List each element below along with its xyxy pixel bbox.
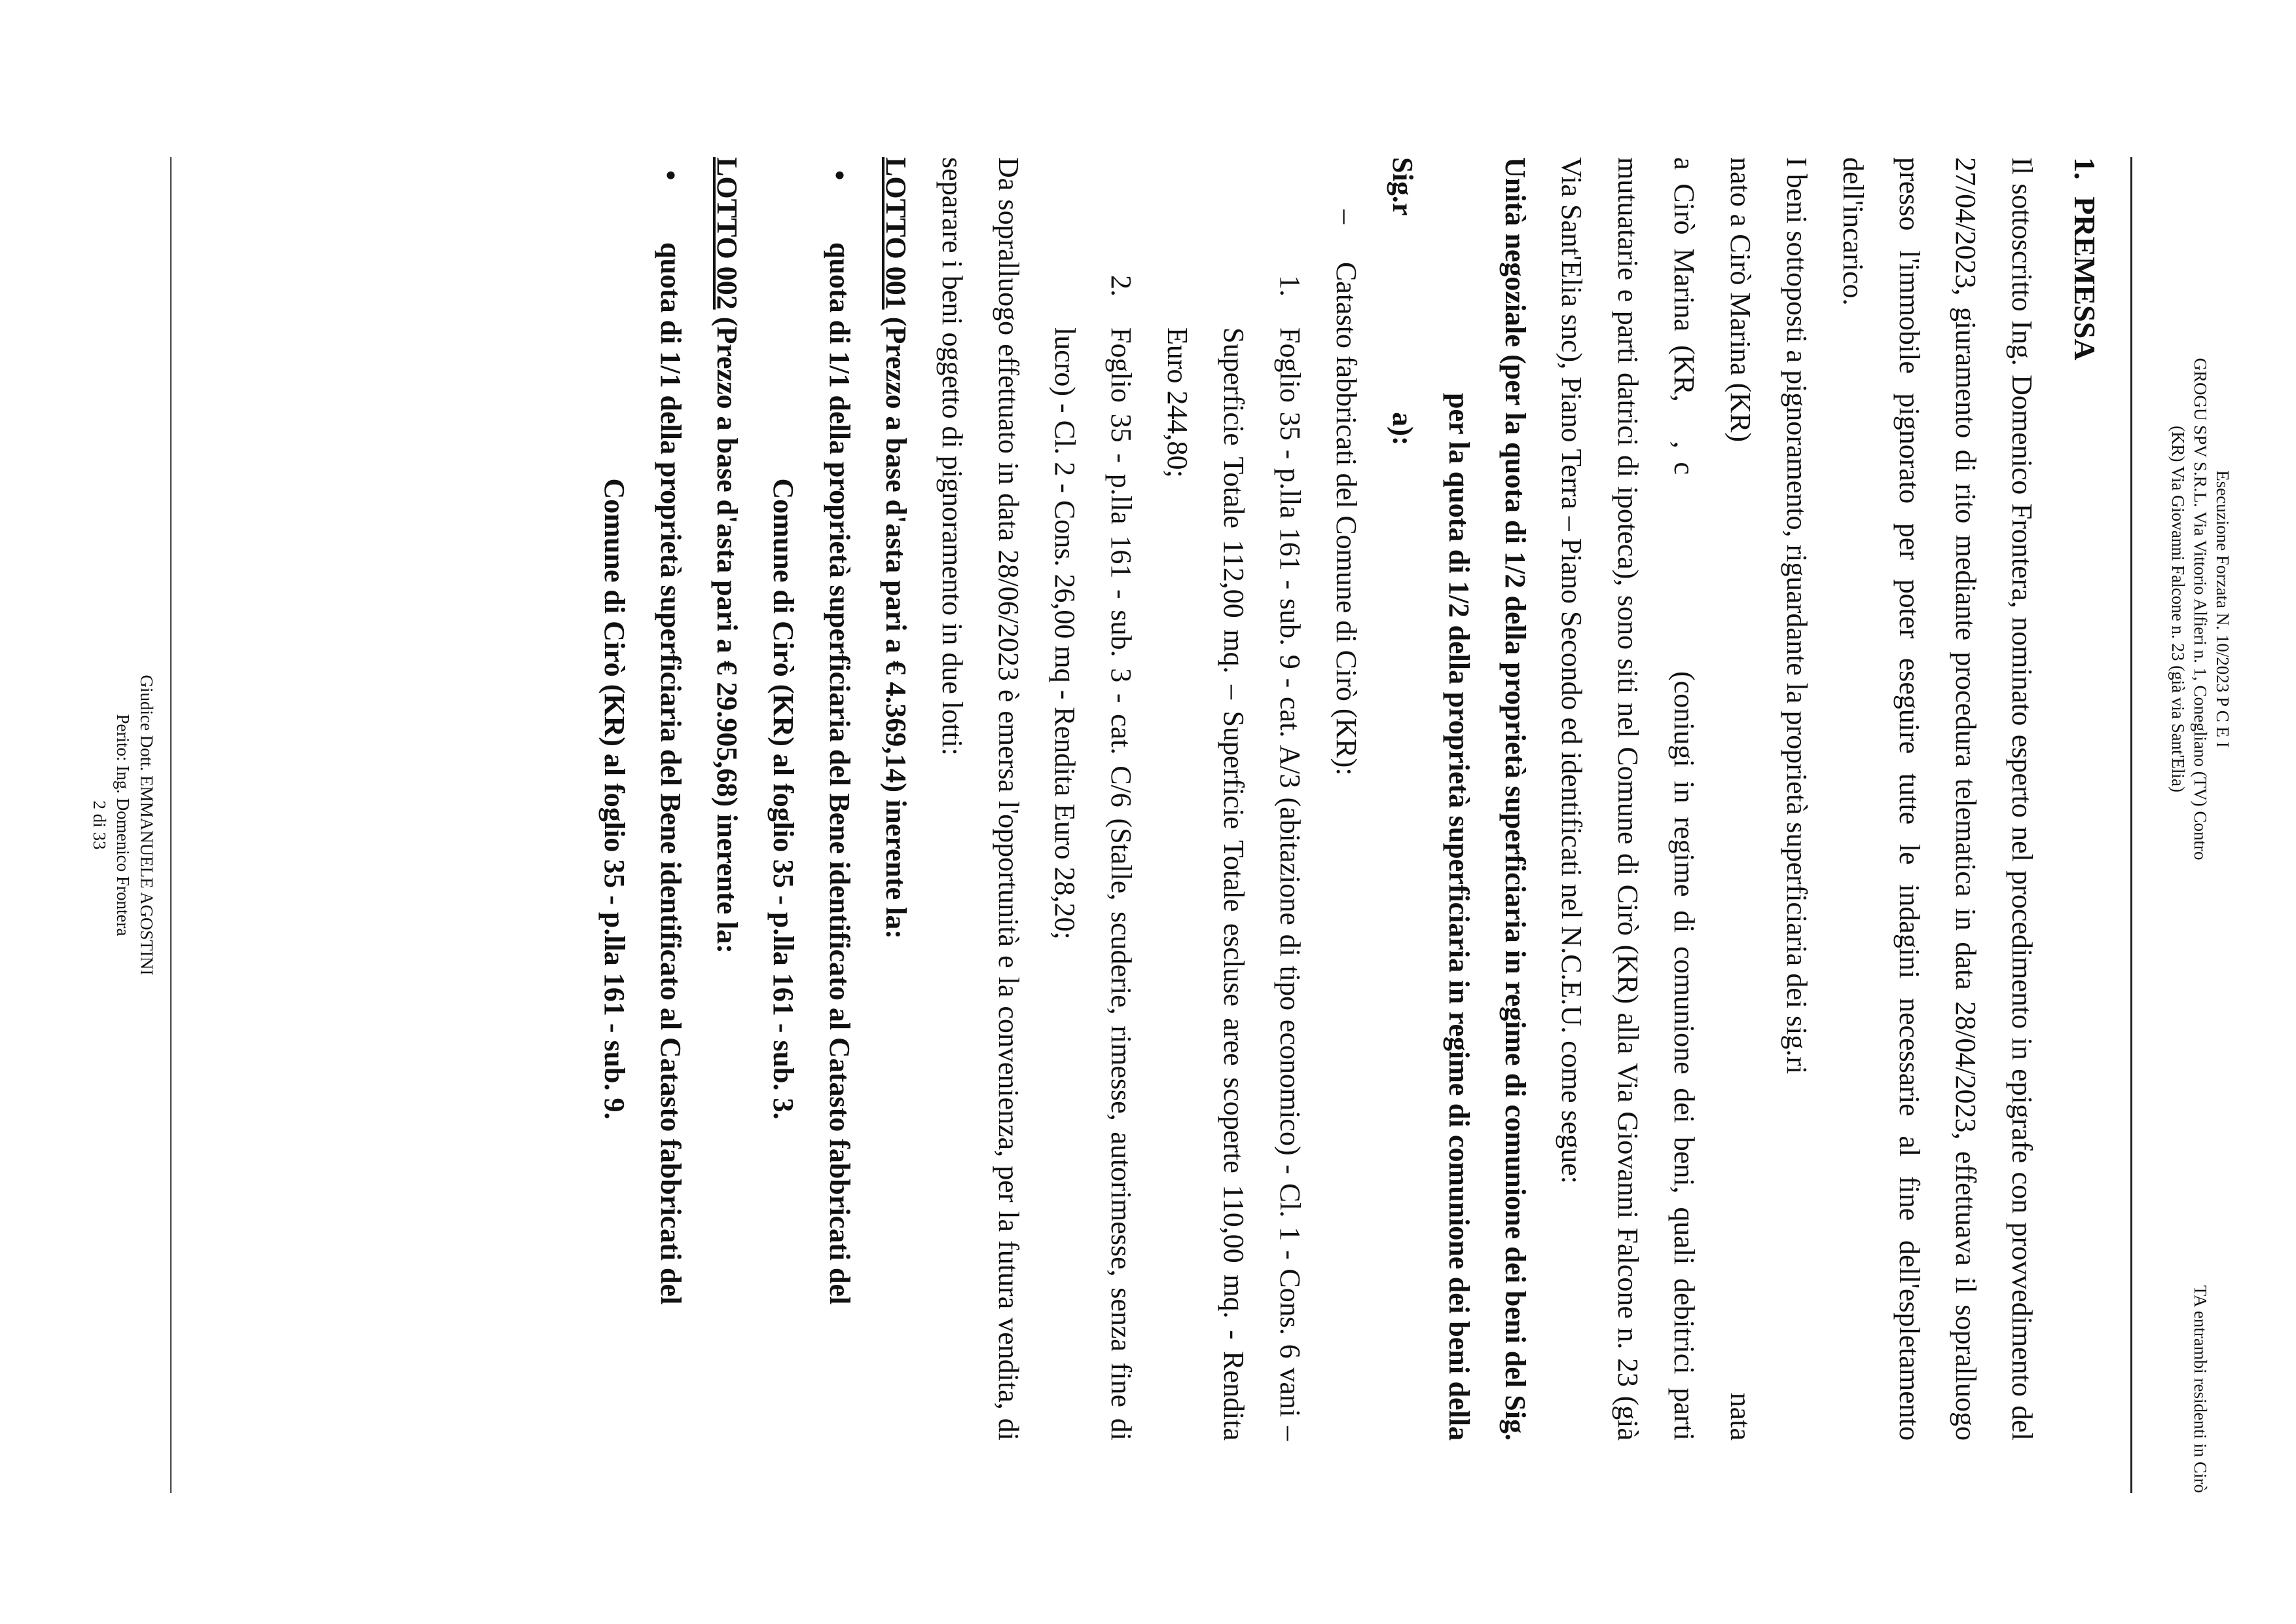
bullet-marker: • xyxy=(655,170,687,181)
footer-expert: Perito: Ing. Domenico Frontera xyxy=(113,714,133,936)
header-divider xyxy=(2130,157,2132,1493)
dash-marker: – xyxy=(1330,210,1362,224)
paragraph-assets-intro xyxy=(1768,157,1825,1441)
unit-title-part2: per la quota di 1/2 della proprietà superficiaria in regime di comunione dei beni della Sig.r xyxy=(1387,157,1475,1441)
paragraph-inspection: Da sopralluogo effettuato in data 28/06/2023 è emersa l'opportunità e la convenienza, per la futura vendita, di separare i beni oggetto di pignoramento in due lotti: xyxy=(936,157,1025,1441)
cadastral-item-1 xyxy=(1149,157,1318,1441)
lotto-002-heading xyxy=(699,157,755,1441)
catasto-line xyxy=(1318,157,1374,1441)
footer-judge: Giudice Dott. EMMANUELE AGOSTINI xyxy=(137,674,156,976)
catasto-text: Catasto fabbricati del Comune di Cirò (KR): xyxy=(1330,262,1362,776)
bullet-marker: • xyxy=(824,170,856,181)
section-title xyxy=(2056,157,2113,1441)
page-header xyxy=(2136,157,2234,1493)
owner-2-detail: , c xyxy=(1668,441,1700,475)
lotto-001-label: LOTTO 001 xyxy=(880,157,912,310)
item-1-text: Foglio 35 - p.lla 161 - sub. 9 - cat. A/3 (abitazione di tipo economico) - Cl. 1 - Cons. 6 vani – Superficie Totale 112,00 mq. – Superficie Totale escluse aree scoperte 110,00 mq. - Rendita Euro 244,80; xyxy=(1161,327,1306,1441)
section-title-text: PREMESSA xyxy=(2068,196,2102,361)
document-body xyxy=(586,157,2113,1441)
page-footer xyxy=(88,157,158,1493)
paragraph-unit-title xyxy=(1374,157,1543,1441)
unit-title-part3: a): xyxy=(1387,412,1419,446)
header-address: (KR) Via Giovanni Falcone n. 23 (già via Sant'Elia) xyxy=(2168,426,2188,792)
lotto-001-price: (Prezzo a base d'asta pari a € 4.369,14) inerente la: xyxy=(880,316,912,940)
owner-birthplace-2: nata xyxy=(1724,1392,1757,1441)
lotto-002-price: (Prezzo a base d'asta pari a € 29.905,68) inerente la: xyxy=(711,316,743,954)
item-2-number: 2. xyxy=(1105,275,1137,297)
lotto-002-label: LOTTO 002 xyxy=(711,157,743,310)
lotto-001-heading xyxy=(867,157,924,1441)
paragraph-assets-location xyxy=(1543,157,1712,1441)
lotto-001-item xyxy=(811,157,867,1441)
owner-birthplace: nato a Cirò Marina (KR) xyxy=(1724,157,1757,442)
lotto-002-item xyxy=(642,157,699,1441)
assets-intro-text: I beni sottoposti a pignoramento, riguardante la proprietà superficiaria dei sig.ri xyxy=(1781,157,1813,1075)
header-case-number: Esecuzione Forzata N. 10/2023 P C E I xyxy=(2213,470,2232,748)
lotto-002-line2: Comune di Cirò (KR) al foglio 35 - p.lla 161 - sub. 9. xyxy=(598,478,630,1120)
cadastral-item-2 xyxy=(1036,157,1149,1441)
owner-2-birthplace: a Cirò Marina (KR, xyxy=(1668,157,1700,402)
item-1-number: 1. xyxy=(1274,275,1306,297)
item-2-text: Foglio 35 - p.lla 161 - sub. 3 - cat. C/6 (Stalle, scuderie, rimesse, autorimesse, senza fine di lucro) - Cl. 2 - Cons. 26,00 mq - Rendita Euro 28,20; xyxy=(1049,327,1137,1441)
header-residence: TA entrambi residenti in Cirò xyxy=(2191,1285,2210,1493)
unit-title-part1: Unità negoziale (per la quota di 1/2 della proprietà superficiaria in regime di comunione dei beni del Sig. xyxy=(1499,157,1531,1441)
lotto-002-line1: quota di 1/1 della proprietà superficiaria del Bene identificato al Catasto fabbricati del xyxy=(655,242,687,1305)
lotto-001-line2: Comune di Cirò (KR) al foglio 35 - p.lla 161 - sub. 3. xyxy=(767,478,799,1120)
footer-divider xyxy=(170,157,172,1493)
section-number: 1. xyxy=(2068,157,2102,180)
footer-page-number: 2 di 33 xyxy=(90,800,109,850)
paragraph-owner-line xyxy=(1712,157,1768,1441)
header-parties: GROGU SPV S.R.L. Via Vittorio Alfieri n. 1, Conegliano (TV) Contro xyxy=(2191,358,2210,860)
lotto-001-line1: quota di 1/1 della proprietà superficiaria del Bene identificato al Catasto fabbricati del xyxy=(824,242,856,1305)
assets-location-text: (coniugi in regime di comunione dei beni, quali debitrici parti mutuatarie e parti datrici di ipoteca), sono siti nel Comune di Cirò (KR) alla Via Giovanni Falcone n. 23 (già Via Sant'Elia snc), Piano Terra – Piano Secondo ed identificati nel N.C.E.U. come segue: xyxy=(1556,157,1700,1441)
paragraph-intro: Il sottoscritto Ing. Domenico Frontera, nominato esperto nel procedimento in epigrafe con provvedimento del 27/04/2023, giuramento di rito mediante procedura telematica in data 28/04/2023, effettuava il sopralluogo presso l'immobile pignorato per poter eseguire tutte le indagini necessarie al fine dell'espletamento dell'incarico. xyxy=(1837,157,2038,1441)
